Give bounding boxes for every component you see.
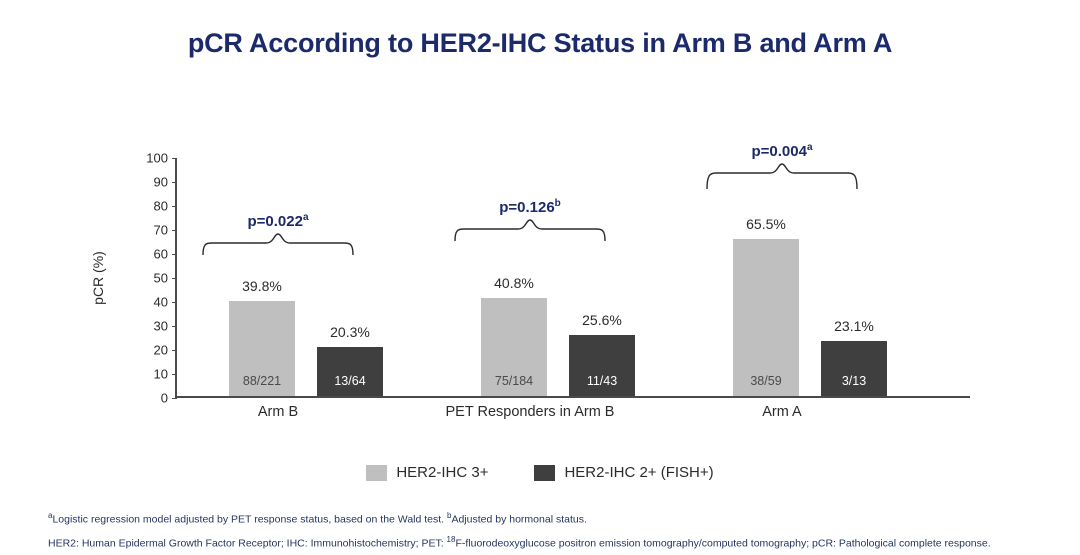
bar-petresponders-her2-3plus[interactable] <box>481 275 547 396</box>
y-tick-label-30: 30 <box>153 318 168 334</box>
legend-item-her2-3plus[interactable] <box>366 464 488 481</box>
y-tick-label-80: 80 <box>153 198 168 214</box>
pvalue-text: p=0.004$^a$ <box>751 142 813 160</box>
bar-fraction-label: 75/184 <box>494 374 534 388</box>
footnotes <box>48 510 1048 552</box>
y-axis-label-text: pCR (%) <box>90 251 107 305</box>
footnote-text-1: Logistic regression model adjusted by PET response status, based on the Wald test. <box>52 513 448 526</box>
pvalue-annotation-petresponders <box>452 198 608 242</box>
x-axis-group-label-armb: Arm B <box>257 404 299 420</box>
bar-arma-her2-2plus[interactable] <box>821 317 887 396</box>
pvalue-annotation-arma <box>704 142 860 190</box>
bar-fraction-label: 38/59 <box>750 374 782 388</box>
legend-label: HER2-IHC 3+ <box>396 464 489 481</box>
bar-value-label: 40.8% <box>494 275 534 291</box>
legend-item-her2-2plus[interactable] <box>534 464 713 481</box>
legend-swatch-icon <box>366 465 387 481</box>
brace-icon <box>704 162 860 190</box>
y-tick-label-50: 50 <box>153 270 168 286</box>
x-axis-group-label-petresponders: PET Responders in Arm B <box>445 404 615 420</box>
bar-fraction-label: 11/43 <box>586 374 618 388</box>
bar-fraction-label: 88/221 <box>242 374 282 388</box>
footnote-text-2-post: F-fluorodeoxyglucose positron emission tomography/computed tomography; pCR: Pathological complete response. <box>455 537 991 550</box>
pvalue-text: p=0.022$^a$ <box>247 212 309 230</box>
bar-value-label: 65.5% <box>746 215 786 232</box>
legend-swatch-icon <box>534 465 555 481</box>
y-tick-label-0: 0 <box>160 390 168 406</box>
pvalue-annotation-armb <box>200 212 356 256</box>
page-title: pCR According to HER2-IHC Status in Arm B and Arm A <box>187 28 893 58</box>
footnote-text-1-cont: Adjusted by hormonal status. <box>451 513 587 526</box>
y-tick-label-90: 90 <box>153 174 168 190</box>
footnote-marker-b: b <box>447 511 452 520</box>
footnote-line-1 <box>48 510 1048 528</box>
bar-fraction-label: 13/64 <box>334 374 366 388</box>
legend-label: HER2-IHC 2+ (FISH+) <box>564 464 714 481</box>
y-tick-label-60: 60 <box>153 246 168 262</box>
footnote-text-2-pre: HER2: Human Epidermal Growth Factor Receptor; IHC: Immunohistochemistry; PET: <box>48 537 447 550</box>
bar-value-label: 25.6% <box>582 311 622 328</box>
footnote-line-2 <box>48 534 1048 552</box>
bar-value-label: 23.1% <box>834 317 874 334</box>
y-tick-label-40: 40 <box>153 294 168 310</box>
bar-armb-her2-2plus[interactable] <box>317 324 383 396</box>
bar-petresponders-her2-2plus[interactable] <box>569 311 635 396</box>
bar-arma-her2-3plus[interactable] <box>733 215 799 396</box>
footnote-superscript-18: 18 <box>446 534 456 544</box>
pvalue-text: p=0.126$^b$ <box>499 198 561 216</box>
chart-legend <box>0 464 1080 481</box>
brace-icon <box>452 218 608 242</box>
y-tick-label-70: 70 <box>153 222 168 238</box>
y-axis-label <box>88 158 108 398</box>
y-tick-label-100: 100 <box>146 150 168 166</box>
bar-armb-her2-3plus[interactable] <box>229 277 295 397</box>
brace-icon <box>200 232 356 256</box>
bar-value-label: 39.8% <box>242 277 282 294</box>
x-axis-group-label-arma: Arm A <box>762 404 802 420</box>
bar-fraction-label: 3/13 <box>841 374 867 388</box>
footnote-marker-a: a <box>48 511 53 520</box>
bar-value-label: 20.3% <box>330 324 370 341</box>
y-tick-label-10: 10 <box>153 366 168 382</box>
y-tick-label-20: 20 <box>153 342 168 358</box>
